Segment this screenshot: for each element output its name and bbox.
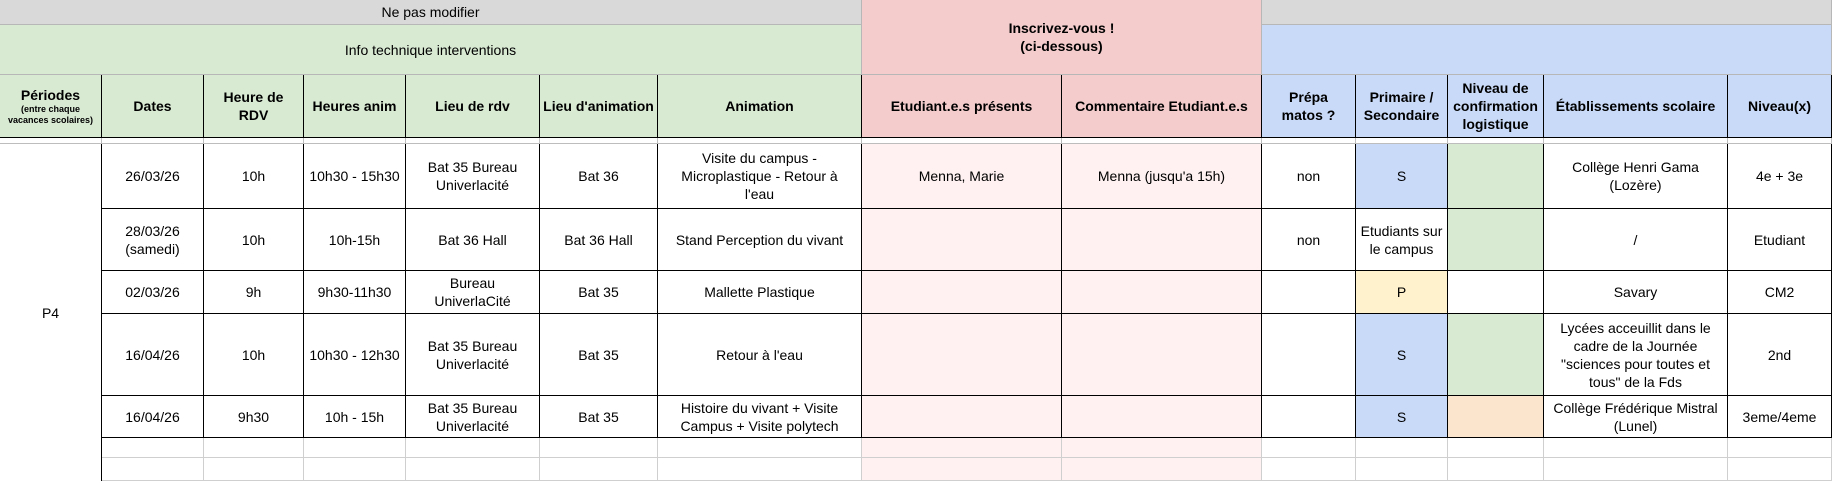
row-3-commentaire[interactable]: [1062, 271, 1262, 314]
row-4-heures-anim[interactable]: 10h30 - 12h30: [304, 314, 406, 396]
empty-row-prepa[interactable]: [1262, 438, 1356, 458]
empty-row-lieu-animation[interactable]: [540, 438, 658, 458]
empty-row-primaire[interactable]: [1356, 458, 1448, 481]
column-header-heures-anim[interactable]: Heures anim: [304, 75, 406, 138]
column-header-commentaire[interactable]: Commentaire Etudiant.e.s: [1062, 75, 1262, 138]
row-4-etablissements[interactable]: Lycées acceuillit dans le cadre de la Journée "sciences pour toutes et tous" de la Fds: [1544, 314, 1728, 396]
row-4-dates[interactable]: 16/04/26: [102, 314, 204, 396]
column-header-primaire[interactable]: Primaire / Secondaire: [1356, 75, 1448, 138]
row-3-prepa[interactable]: [1262, 271, 1356, 314]
row-4-heure-rdv[interactable]: 10h: [204, 314, 304, 396]
row-3-heures-anim[interactable]: 9h30-11h30: [304, 271, 406, 314]
row-2-lieu-rdv[interactable]: Bat 36 Hall: [406, 209, 540, 271]
row-5-etudiants-presents[interactable]: [862, 396, 1062, 438]
row-5-lieu-rdv[interactable]: Bat 35 Bureau Univerlacité: [406, 396, 540, 438]
row-5-animation[interactable]: Histoire du vivant + Visite Campus + Visite polytech: [658, 396, 862, 438]
empty-row-niveau-confirmation[interactable]: [1448, 438, 1544, 458]
row-1-dates[interactable]: 26/03/26: [102, 144, 204, 209]
empty-row-commentaire[interactable]: [1062, 438, 1262, 458]
row-1-niveau[interactable]: 4e + 3e: [1728, 144, 1832, 209]
row-1-heure-rdv[interactable]: 10h: [204, 144, 304, 209]
column-header-prepa[interactable]: Prépa matos ?: [1262, 75, 1356, 138]
empty-row-lieu-rdv[interactable]: [406, 458, 540, 481]
period-cell[interactable]: P4: [0, 144, 102, 481]
row-3-niveau-confirmation[interactable]: [1448, 271, 1544, 314]
row-2-niveau[interactable]: Etudiant: [1728, 209, 1832, 271]
row-3-primaire[interactable]: P: [1356, 271, 1448, 314]
empty-row-heure-rdv[interactable]: [204, 438, 304, 458]
row-1-etablissements[interactable]: Collège Henri Gama (Lozère): [1544, 144, 1728, 209]
column-header-lieu-rdv[interactable]: Lieu de rdv: [406, 75, 540, 138]
banner-gray-right[interactable]: [1262, 0, 1832, 25]
column-header-dates[interactable]: Dates: [102, 75, 204, 138]
banner-blue-right[interactable]: [1262, 25, 1832, 75]
row-5-lieu-animation[interactable]: Bat 35: [540, 396, 658, 438]
row-2-dates[interactable]: 28/03/26 (samedi): [102, 209, 204, 271]
column-header-etablissements[interactable]: Établissements scolaire: [1544, 75, 1728, 138]
column-header-niveau-confirmation[interactable]: Niveau de confirmation logistique: [1448, 75, 1544, 138]
row-1-prepa[interactable]: non: [1262, 144, 1356, 209]
row-2-niveau-confirmation[interactable]: [1448, 209, 1544, 271]
row-5-commentaire[interactable]: [1062, 396, 1262, 438]
empty-row-lieu-rdv[interactable]: [406, 438, 540, 458]
row-2-animation[interactable]: Stand Perception du vivant: [658, 209, 862, 271]
row-3-lieu-rdv[interactable]: Bureau UniverlaCité: [406, 271, 540, 314]
row-1-etudiants-presents[interactable]: Menna, Marie: [862, 144, 1062, 209]
banner-info-technique[interactable]: Info technique interventions: [0, 25, 862, 75]
row-1-animation[interactable]: Visite du campus - Microplastique - Retour à l'eau: [658, 144, 862, 209]
row-5-etablissements[interactable]: Collège Frédérique Mistral (Lunel): [1544, 396, 1728, 438]
row-4-lieu-animation[interactable]: Bat 35: [540, 314, 658, 396]
row-4-etudiants-presents[interactable]: [862, 314, 1062, 396]
row-5-niveau[interactable]: 3eme/4eme: [1728, 396, 1832, 438]
row-2-etablissements[interactable]: /: [1544, 209, 1728, 271]
row-2-prepa[interactable]: non: [1262, 209, 1356, 271]
empty-row-niveau[interactable]: [1728, 458, 1832, 481]
empty-row-dates[interactable]: [102, 458, 204, 481]
row-1-niveau-confirmation[interactable]: [1448, 144, 1544, 209]
row-3-niveau[interactable]: CM2: [1728, 271, 1832, 314]
empty-row-prepa[interactable]: [1262, 458, 1356, 481]
row-1-commentaire[interactable]: Menna (jusqu'a 15h): [1062, 144, 1262, 209]
row-3-etudiants-presents[interactable]: [862, 271, 1062, 314]
empty-row-etablissements[interactable]: [1544, 438, 1728, 458]
row-4-lieu-rdv[interactable]: Bat 35 Bureau Univerlacité: [406, 314, 540, 396]
row-5-heure-rdv[interactable]: 9h30: [204, 396, 304, 438]
row-3-dates[interactable]: 02/03/26: [102, 271, 204, 314]
row-2-commentaire[interactable]: [1062, 209, 1262, 271]
row-5-prepa[interactable]: [1262, 396, 1356, 438]
row-2-lieu-animation[interactable]: Bat 36 Hall: [540, 209, 658, 271]
column-header-niveau[interactable]: Niveau(x): [1728, 75, 1832, 138]
empty-row-niveau-confirmation[interactable]: [1448, 458, 1544, 481]
empty-row-animation[interactable]: [658, 438, 862, 458]
row-1-lieu-rdv[interactable]: Bat 35 Bureau Univerlacité: [406, 144, 540, 209]
row-4-prepa[interactable]: [1262, 314, 1356, 396]
empty-row-lieu-animation[interactable]: [540, 458, 658, 481]
row-4-primaire[interactable]: S: [1356, 314, 1448, 396]
banner-inscrivez-vous[interactable]: Inscrivez-vous ! (ci-dessous): [862, 0, 1262, 75]
row-4-niveau[interactable]: 2nd: [1728, 314, 1832, 396]
empty-row-animation[interactable]: [658, 458, 862, 481]
column-header-heure-rdv[interactable]: Heure de RDV: [204, 75, 304, 138]
row-5-heures-anim[interactable]: 10h - 15h: [304, 396, 406, 438]
row-4-commentaire[interactable]: [1062, 314, 1262, 396]
row-4-niveau-confirmation[interactable]: [1448, 314, 1544, 396]
row-2-heure-rdv[interactable]: 10h: [204, 209, 304, 271]
column-header-animation[interactable]: Animation: [658, 75, 862, 138]
row-4-animation[interactable]: Retour à l'eau: [658, 314, 862, 396]
empty-row-heures-anim[interactable]: [304, 438, 406, 458]
empty-row-heures-anim[interactable]: [304, 458, 406, 481]
row-5-primaire[interactable]: S: [1356, 396, 1448, 438]
row-3-heure-rdv[interactable]: 9h: [204, 271, 304, 314]
empty-row-primaire[interactable]: [1356, 438, 1448, 458]
empty-row-heure-rdv[interactable]: [204, 458, 304, 481]
empty-row-etudiants-presents[interactable]: [862, 458, 1062, 481]
row-1-lieu-animation[interactable]: Bat 36: [540, 144, 658, 209]
row-5-niveau-confirmation[interactable]: [1448, 396, 1544, 438]
row-2-primaire[interactable]: Etudiants sur le campus: [1356, 209, 1448, 271]
empty-row-etudiants-presents[interactable]: [862, 438, 1062, 458]
empty-row-etablissements[interactable]: [1544, 458, 1728, 481]
column-header-lieu-animation[interactable]: Lieu d'animation: [540, 75, 658, 138]
banner-ne-pas-modifier[interactable]: Ne pas modifier: [0, 0, 862, 25]
column-header-periodes[interactable]: Périodes (entre chaque vacances scolaires): [0, 75, 102, 138]
empty-row-niveau[interactable]: [1728, 438, 1832, 458]
periodes-note: (entre chaque vacances scolaires): [7, 104, 94, 125]
row-2-heures-anim[interactable]: 10h-15h: [304, 209, 406, 271]
empty-row-commentaire[interactable]: [1062, 458, 1262, 481]
row-5-dates[interactable]: 16/04/26: [102, 396, 204, 438]
row-3-animation[interactable]: Mallette Plastique: [658, 271, 862, 314]
row-1-heures-anim[interactable]: 10h30 - 15h30: [304, 144, 406, 209]
empty-row-dates[interactable]: [102, 438, 204, 458]
column-header-etudiants-presents[interactable]: Etudiant.e.s présents: [862, 75, 1062, 138]
row-3-etablissements[interactable]: Savary: [1544, 271, 1728, 314]
row-3-lieu-animation[interactable]: Bat 35: [540, 271, 658, 314]
row-1-primaire[interactable]: S: [1356, 144, 1448, 209]
row-2-etudiants-presents[interactable]: [862, 209, 1062, 271]
